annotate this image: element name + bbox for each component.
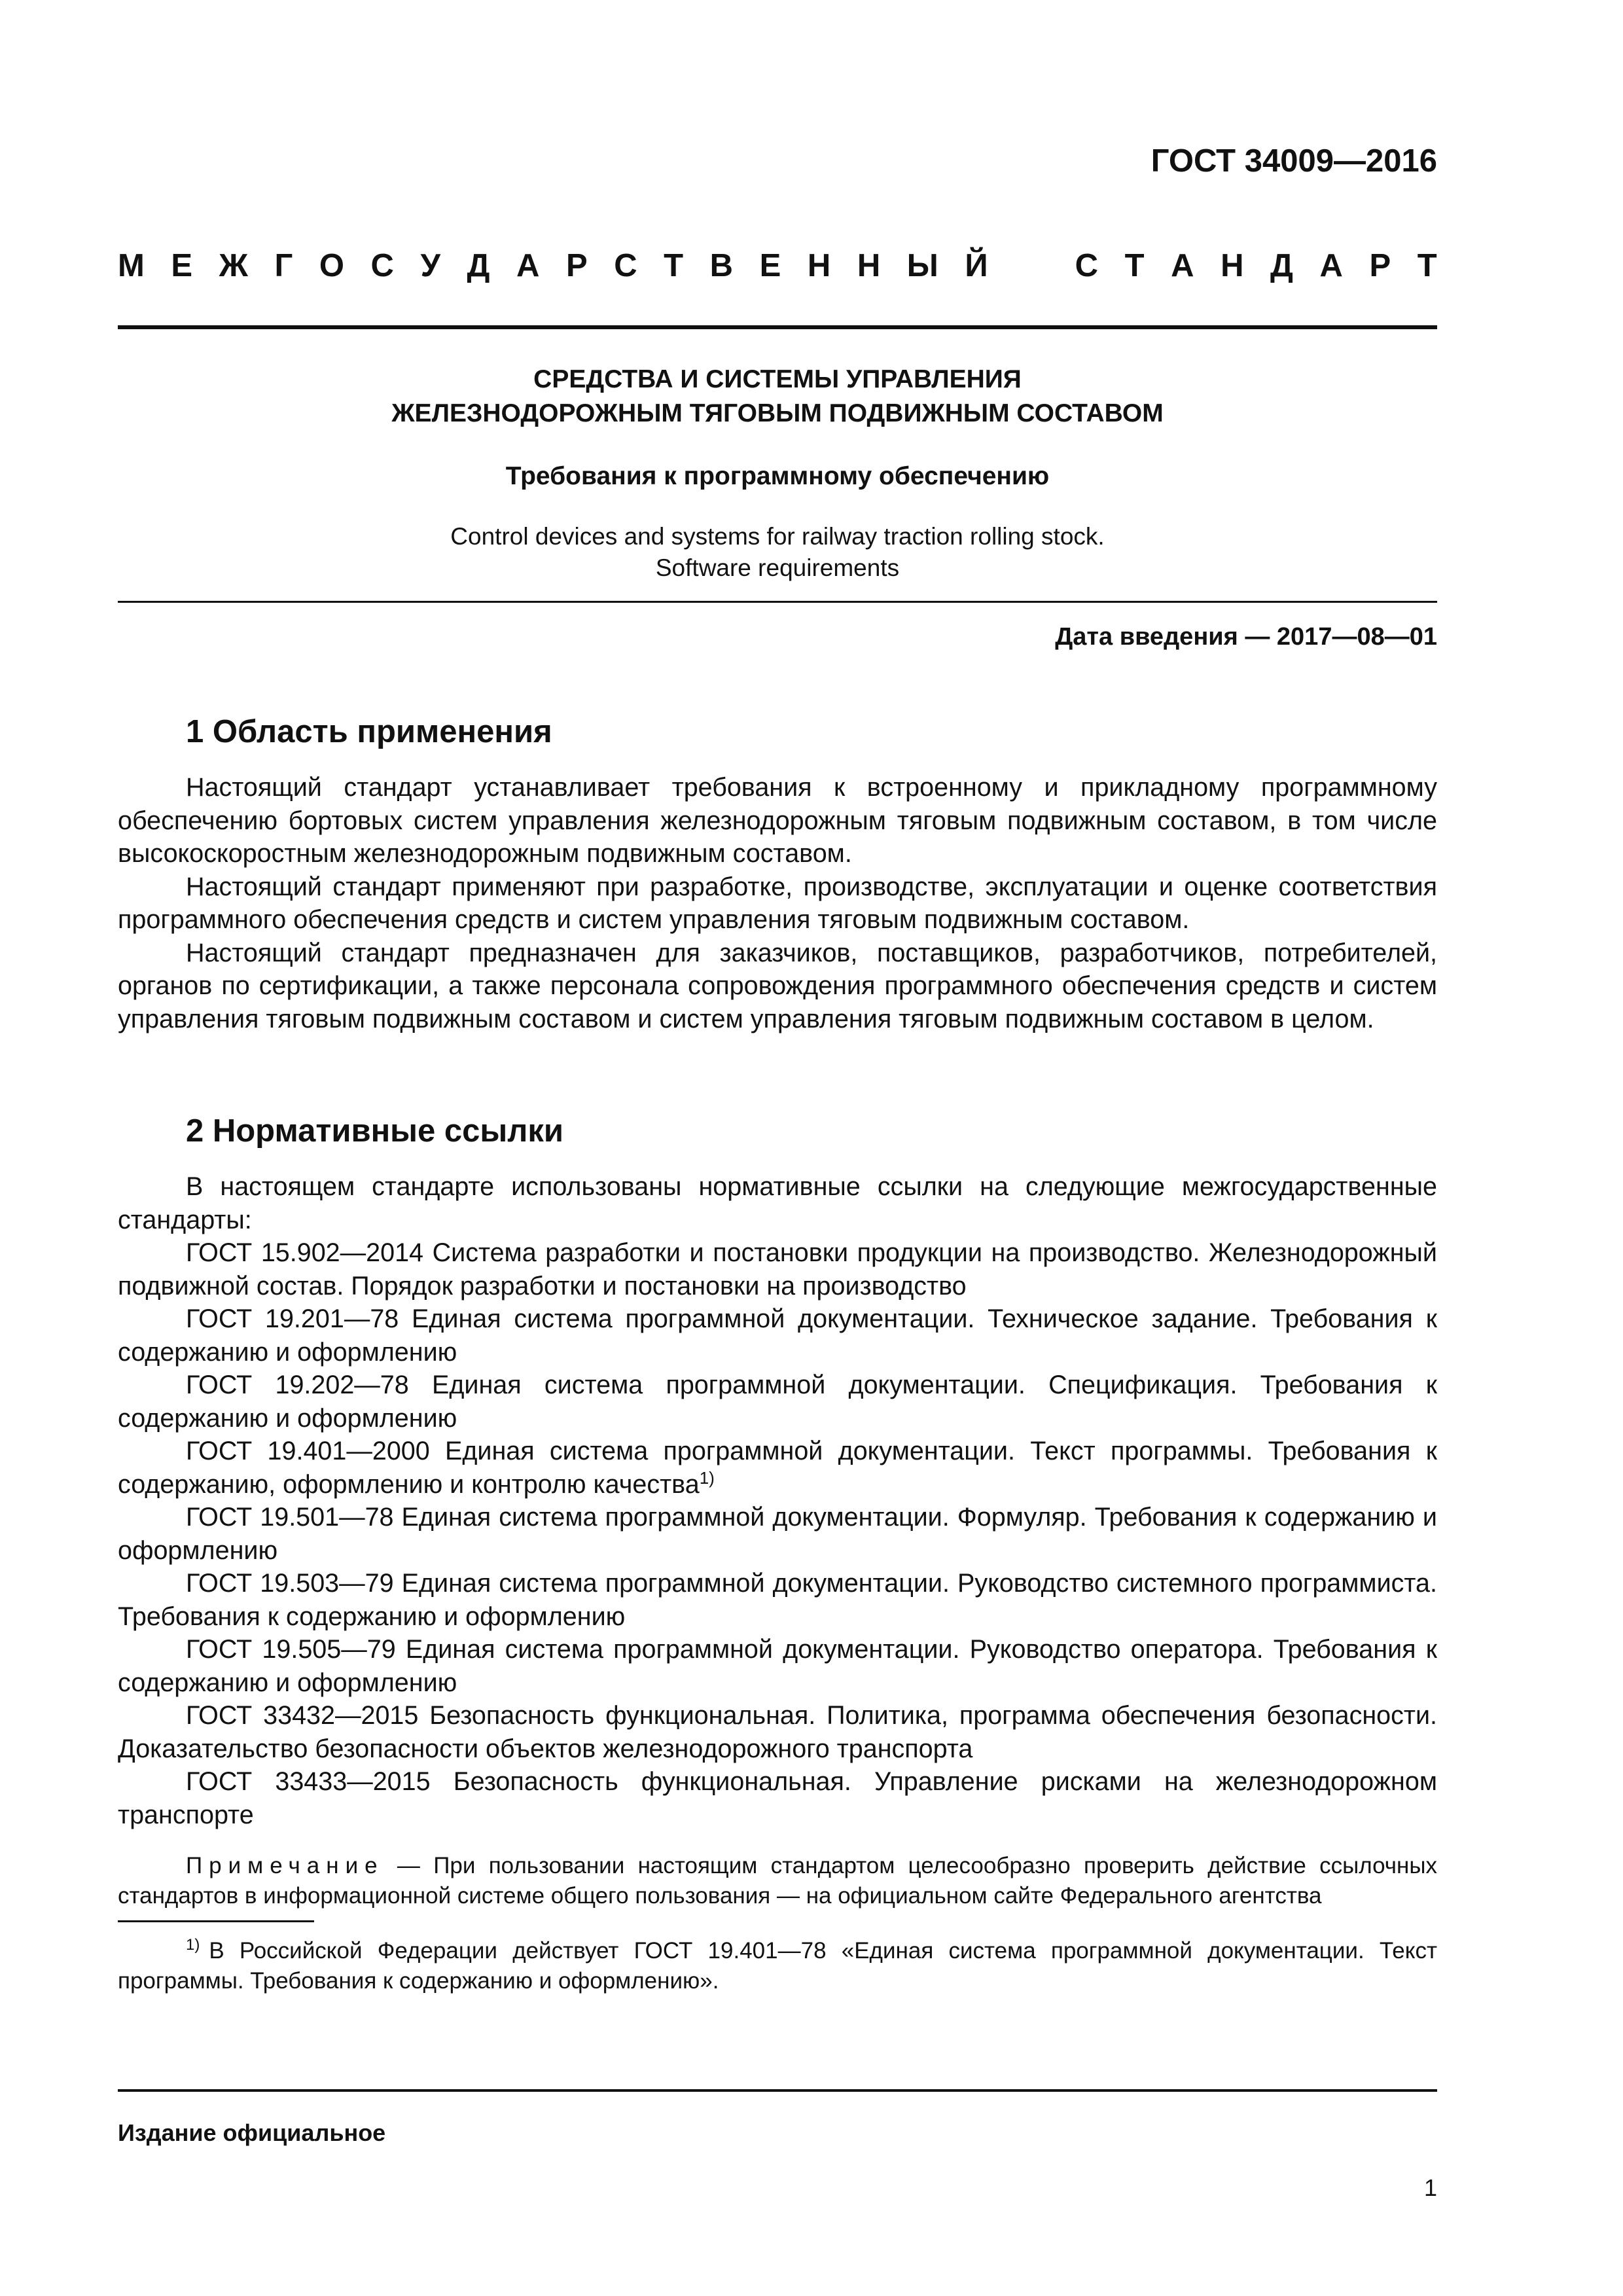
section-1-paragraph: Настоящий стандарт предназначен для заказчиков, поставщиков, разработчиков, потребителей, органов по сертификации, а также персонала сопровождения программного обеспечения средств и систем управления тяговым подвижным составом и систем управления тяговым подвижным составом в целом. <box>118 938 1437 1033</box>
standard-type-letter: Е <box>759 248 781 283</box>
title-divider <box>118 601 1437 603</box>
standard-type-letter: А <box>516 248 540 283</box>
standard-type-banner <box>118 247 1437 284</box>
standard-type-letter: С <box>614 248 637 283</box>
standard-type-letter: Г <box>274 248 293 283</box>
standard-type-letter: Е <box>171 248 193 283</box>
reference-note <box>118 1851 1437 1911</box>
standard-type-letter: Т <box>1124 248 1145 283</box>
introduction-date: Дата введения — 2017—08—01 <box>1055 623 1437 651</box>
reference-item: ГОСТ 33433—2015 Безопасность функциональная. Управление рисками на железнодорожном транспорте <box>118 1767 1437 1829</box>
english-title-line-2: Software requirements <box>655 554 900 581</box>
edition-label: Издание официальное <box>118 2119 386 2146</box>
footer-divider <box>118 2089 1437 2092</box>
header-divider <box>118 325 1437 329</box>
section-2-heading: 2 Нормативные ссылки <box>186 1113 563 1149</box>
section-1-body <box>118 771 1437 1035</box>
standard-type-letter: Н <box>1221 248 1244 283</box>
reference-item: ГОСТ 19.202—78 Единая система программной документации. Спецификация. Требования к содержанию и оформлению <box>118 1371 1437 1433</box>
footnote-mark: 1) <box>186 1936 200 1954</box>
reference-item: ГОСТ 19.201—78 Единая система программной документации. Техническое задание. Требования к содержанию и оформлению <box>118 1304 1437 1367</box>
footnote-reference-mark: 1) <box>699 1467 715 1488</box>
note-text: — При пользовании настоящим стандартом целесообразно проверить действие ссылочных стандартов в информационной системе общего пользования — на официальном сайте Федерального агентства <box>118 1853 1437 1909</box>
standard-type-letter: А <box>1171 248 1194 283</box>
document-subtitle: Требования к программному обеспечению <box>505 462 1050 490</box>
standard-type-letter: Н <box>857 248 881 283</box>
standard-type-letter: О <box>319 248 344 283</box>
footnote-text: В Российской Федерации действует ГОСТ 19.401—78 «Единая система программной документации. Текст программы. Требования к содержанию и оформлению». <box>118 1938 1437 1994</box>
reference-item: ГОСТ 19.503—79 Единая система программной документации. Руководство системного программиста. Требования к содержанию и оформлению <box>118 1569 1437 1631</box>
word-gap <box>1014 247 1048 284</box>
section-2-intro: В настоящем стандарте использованы нормативные ссылки на следующие межгосударственные стандарты: <box>118 1172 1437 1234</box>
reference-item: ГОСТ 15.902—2014 Система разработки и постановки продукции на производство. Железнодорожный подвижной состав. Порядок разработки и постановки на производство <box>118 1238 1437 1300</box>
reference-item-with-footnote <box>118 1435 1437 1501</box>
section-2-body <box>118 1170 1437 1831</box>
standard-type-letter: С <box>370 248 394 283</box>
reference-item: ГОСТ 19.501—78 Единая система программной документации. Формуляр. Требования к содержанию и оформлению <box>118 1503 1437 1565</box>
section-1-heading: 1 Область применения <box>186 714 552 749</box>
page-number: 1 <box>1423 2174 1437 2201</box>
standard-type-letter: Т <box>664 248 684 283</box>
reference-text: ГОСТ 19.401—2000 Единая система программной документации. Текст программы. Требования к содержанию, оформлению и контролю качества <box>118 1437 1437 1499</box>
standard-type-letter: Р <box>1369 248 1391 283</box>
english-title-line-1: Control devices and systems for railway traction rolling stock. <box>450 523 1105 550</box>
standard-type-letter: Д <box>1270 248 1293 283</box>
note-label: Примечание <box>186 1853 384 1878</box>
standard-type-letter: В <box>709 248 734 283</box>
standard-type-letter: Ы <box>906 248 938 283</box>
standard-type-letter: Р <box>565 248 588 283</box>
reference-item: ГОСТ 33432—2015 Безопасность функциональная. Политика, программа обеспечения безопасности. Доказательство безопасности объектов железнодорожного транспорта <box>118 1701 1437 1763</box>
reference-item: ГОСТ 19.505—79 Единая система программной документации. Руководство оператора. Требования к содержанию и оформлению <box>118 1635 1437 1697</box>
standard-type-letter: А <box>1319 248 1343 283</box>
standard-type-letter: С <box>1075 248 1099 283</box>
document-title-line-1: СРЕДСТВА И СИСТЕМЫ УПРАВЛЕНИЯ <box>533 365 1022 393</box>
standard-type-letter: Ж <box>219 248 248 283</box>
standard-type-letter: Н <box>807 248 831 283</box>
standard-type-letter: Т <box>1417 248 1437 283</box>
standard-type-letter: Й <box>965 248 988 283</box>
section-1-paragraph: Настоящий стандарт устанавливает требования к встроенному и прикладному программному обеспечению бортовых систем управления железнодорожным тяговым подвижным составом, в том числе высокоскоростным железнодорожным подвижным составом. <box>118 773 1437 868</box>
standard-number: ГОСТ 34009—2016 <box>1150 143 1437 179</box>
footnote <box>118 1936 1437 1996</box>
standard-type-letter: Д <box>467 248 490 283</box>
standard-type-letter: М <box>118 248 145 283</box>
section-1-paragraph: Настоящий стандарт применяют при разработке, производстве, эксплуатации и оценке соответствия программного обеспечения средств и систем управления тяговым подвижным составом. <box>118 872 1437 934</box>
document-title-line-2: ЖЕЛЕЗНОДОРОЖНЫМ ТЯГОВЫМ ПОДВИЖНЫМ СОСТАВОМ <box>391 399 1164 427</box>
standard-type-letter: У <box>420 248 440 283</box>
footnote-divider <box>118 1920 314 1922</box>
